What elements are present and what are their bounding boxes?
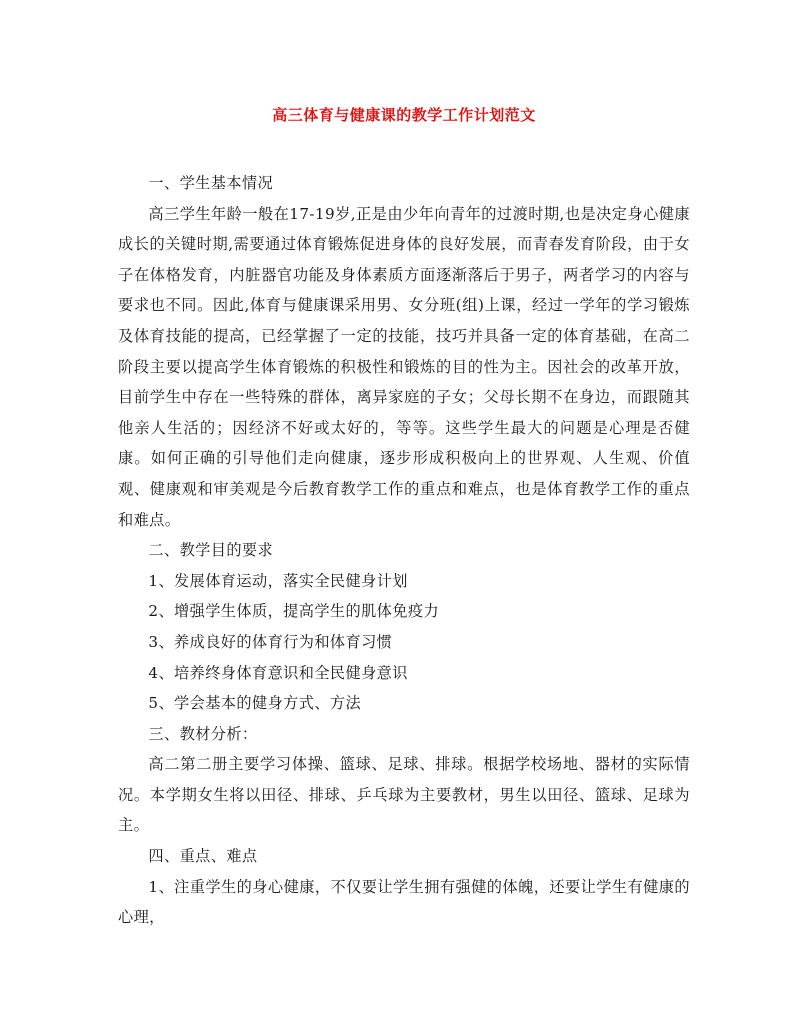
paragraph-materials: 高二第二册主要学习体操、篮球、足球、排球。根据学校场地、器材的实际情况。本学期女生将以田径、排球、乒乓球为主要教材，男生以田径、篮球、足球为主。 xyxy=(118,755,690,835)
document-title: 高三体育与健康课的教学工作计划范文 xyxy=(272,106,536,124)
section-heading-4: 四、重点、难点 xyxy=(148,847,258,866)
section-heading-2: 二、教学目的要求 xyxy=(148,541,274,560)
section-heading-3: 三、教材分析： xyxy=(148,724,258,743)
paragraph-student-situation: 高三学生年龄一般在17-19岁,正是由少年向青年的过渡时期,也是决定身心健康成长的关键时期,需要通过体育锻炼促进身体的良好发展，而青春发育阶段，由于女子在体格发育，内脏器官功能及身体素质方面逐渐落后于男子，两者学习的内容与要求也不同。因此,体育与健康课采用男、女分班(组)上课，经过一学年的学习锻炼及体育技能的提高，已经掌握了一定的技能，技巧并具备一定的体育基础，在高二阶段主要以提高学生体育锻炼的积极性和锻炼的目的性为主。因社会的改革开放，目前学生中存在一些特殊的群体，离异家庭的子女；父母长期不在身边，而跟随其他亲人生活的；因经济不好或太好的，等等。这些学生最大的问题是心理是否健康。如何正确的引导他们走向健康，逐步形成积极向上的世界观、人生观、价值观、健康观和审美观是今后教育教学工作的重点和难点，也是体育教学工作的重点和难点。 xyxy=(118,204,690,529)
list-item-goal-1: 1、发展体育运动，落实全民健身计划 xyxy=(148,571,408,590)
list-item-goal-5: 5、学会基本的健身方式、方法 xyxy=(148,694,362,713)
list-item-goal-3: 3、养成良好的体育行为和体育习惯 xyxy=(148,632,393,651)
section-heading-1: 一、学生基本情况 xyxy=(148,174,274,192)
document-body xyxy=(118,168,690,933)
list-item-goal-2: 2、增强学生体质，提高学生的肌体免疫力 xyxy=(148,602,440,621)
list-item-goal-4: 4、培养终身体育意识和全民健身意识 xyxy=(148,663,408,682)
list-item-key-point-1: 1、注重学生的身心健康，不仅要让学生拥有强健的体魄，还要让学生有健康的心理， xyxy=(118,877,690,927)
